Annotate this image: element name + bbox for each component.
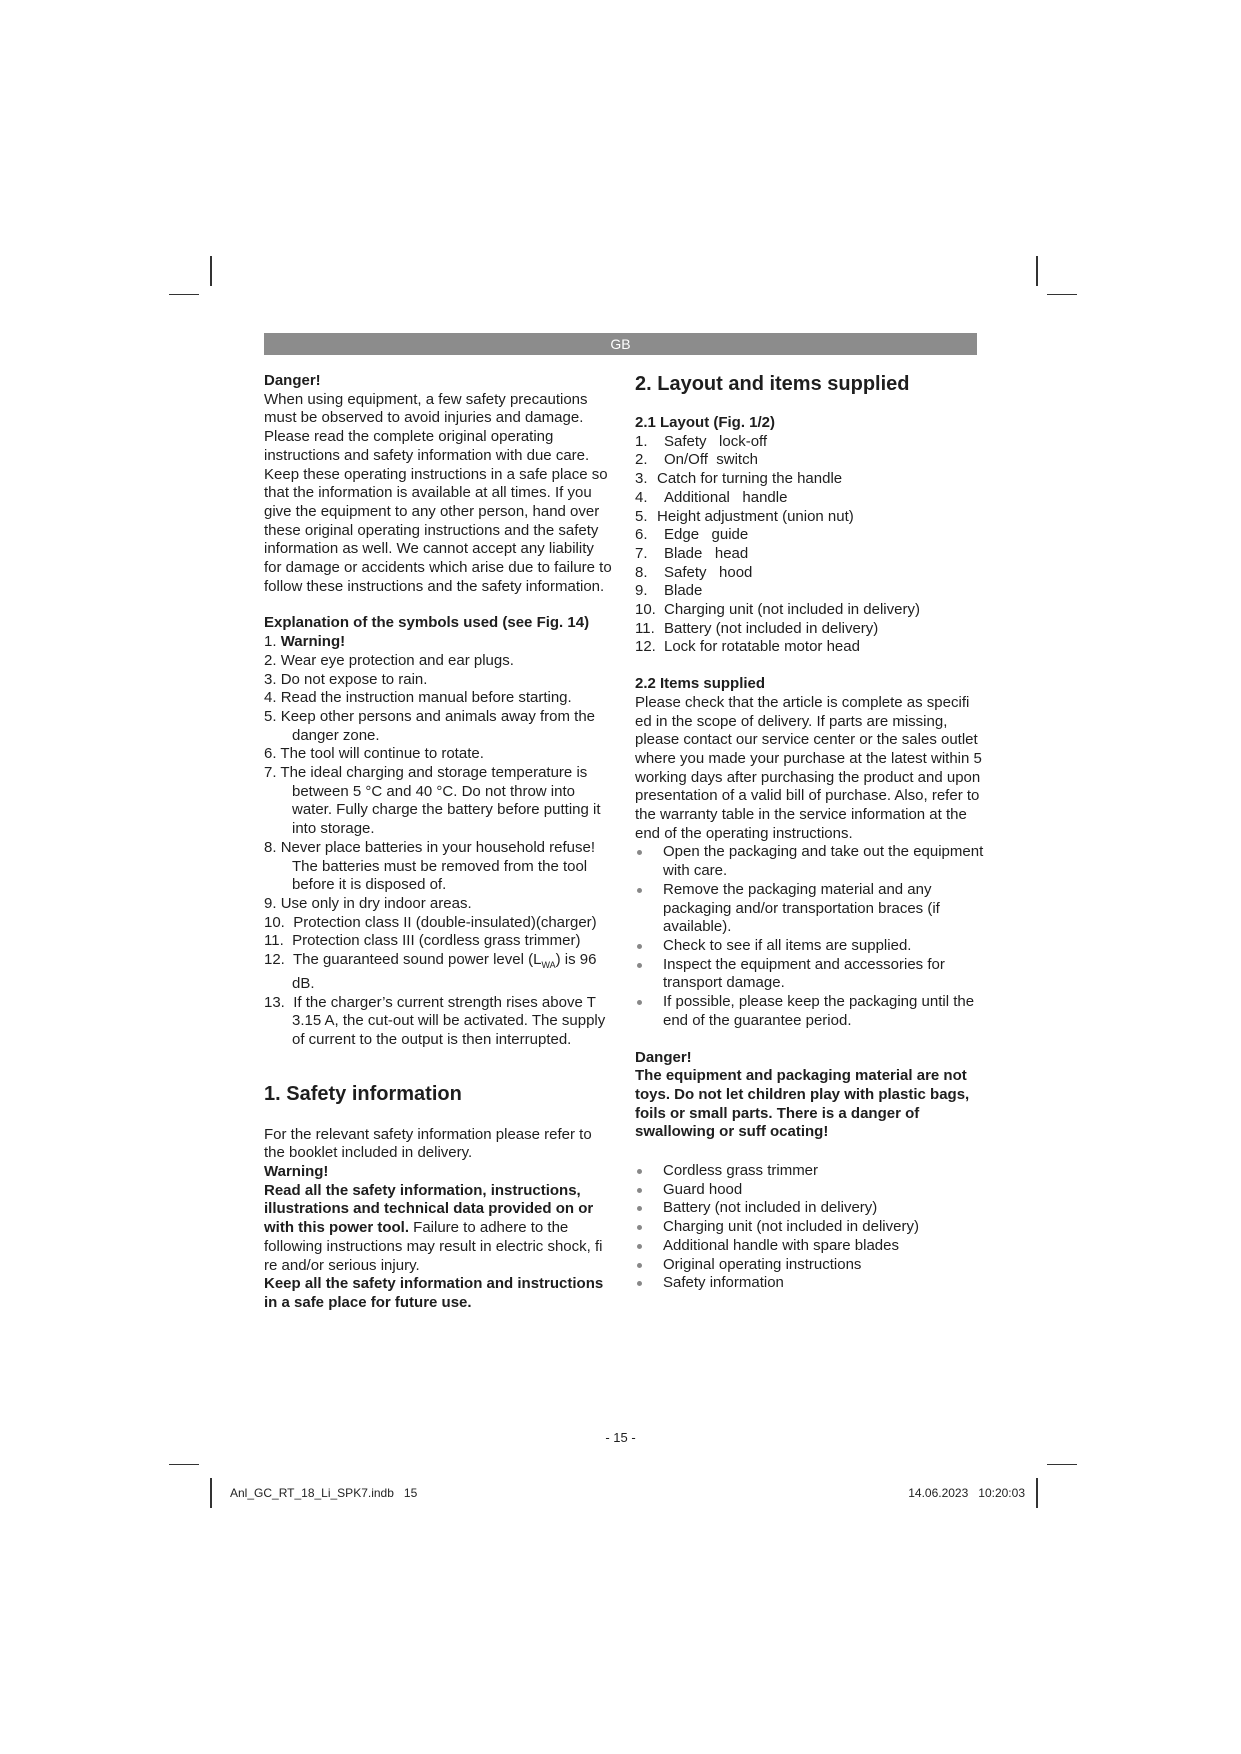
- list-item: 1. Safety lock-off: [635, 432, 768, 450]
- right-column: [635, 372, 985, 1293]
- list-item: If possible, please keep the packaging until the end of the guarantee period.: [635, 993, 985, 1030]
- list-item: Charging unit (not included in delivery): [635, 1218, 985, 1237]
- crop-mark: [169, 1464, 199, 1465]
- crop-mark: [1047, 294, 1077, 295]
- list-item: Inspect the equipment and accessories for transport damage.: [635, 956, 985, 993]
- danger-heading: Danger!: [264, 372, 321, 389]
- list-item: Open the packaging and take out the equipment with care.: [635, 843, 985, 880]
- crop-mark: [1036, 1478, 1038, 1508]
- list-item: Cordless grass trimmer: [635, 1162, 985, 1181]
- list-item: 13. If the charger’s current strength rises above T 3.15 A, the cut-out will be activated. The supply of current to the output is then interrupted.: [264, 993, 606, 1048]
- list-item: 1. Warning!: [264, 633, 346, 651]
- crop-mark: [210, 256, 212, 286]
- keep-text: Keep all the safety information and instructions in a safe place for future use.: [264, 1275, 604, 1311]
- list-item: 9. Use only in dry indoor areas.: [264, 894, 472, 912]
- danger-text-2: The equipment and packaging material are not toys. Do not let children play with plastic bags, foils or small parts. There is a danger of swallowing or suff ocating!: [635, 1067, 970, 1141]
- symbols-list: [264, 633, 614, 1049]
- crop-mark: [1047, 1464, 1077, 1465]
- list-item: Guard hood: [635, 1181, 985, 1200]
- warning-text: Read all the safety information, instructions, illustrations and technical data provided on or with this power tool. Failure to adhere to the following instructions may result in electric shock, fi re and/or serious injury.: [264, 1181, 603, 1274]
- crop-mark: [210, 1478, 212, 1508]
- symbols-heading: Explanation of the symbols used (see Fig. 14): [264, 614, 590, 632]
- list-item: 6. Edge guide: [635, 526, 749, 544]
- supplied-bullets: [635, 1162, 985, 1293]
- crop-mark: [169, 294, 199, 295]
- section-heading-safety: 1. Safety information: [264, 1082, 462, 1105]
- list-item: Safety information: [635, 1274, 985, 1293]
- list-item: Additional handle with spare blades: [635, 1237, 985, 1256]
- items-subheading: 2.2 Items supplied: [635, 675, 766, 693]
- list-item: 7. The ideal charging and storage temperature is between 5 °C and 40 °C. Do not throw into water. Fully charge the battery before putting it into storage.: [264, 764, 601, 838]
- list-item: Check to see if all items are supplied.: [635, 937, 985, 956]
- list-item: 5. Keep other persons and animals away from the danger zone.: [264, 707, 596, 744]
- list-item: Battery (not included in delivery): [635, 1199, 985, 1218]
- list-item: 11. Battery (not included in delivery): [635, 619, 879, 637]
- list-item: 9. Blade: [635, 582, 703, 600]
- layout-list: [635, 433, 985, 657]
- left-column: [264, 372, 614, 1313]
- list-item: 3. Do not expose to rain.: [264, 670, 428, 688]
- section-heading-layout: 2. Layout and items supplied: [635, 373, 910, 395]
- list-item: 8. Never place batteries in your household refuse! The batteries must be removed from the tool before it is disposed of.: [264, 838, 596, 894]
- list-item: 7. Blade head: [635, 544, 749, 562]
- items-text: Please check that the article is complete as specifi ed in the scope of delivery. If parts are missing, please contact our service center or the sales outlet where you made your purchase at the latest within 5 working days after purchasing the product and upon presentation of a valid bill of purchase. Also, refer to the warranty table in the service information at the end of the operating instructions.: [635, 693, 982, 842]
- footer-timestamp: 14.06.2023 10:20:03: [908, 1486, 1025, 1500]
- list-item: 8. Safety hood: [635, 563, 753, 581]
- crop-mark: [1036, 256, 1038, 286]
- list-item: 4. Additional handle: [635, 488, 788, 506]
- list-item: 12. The guaranteed sound power level $(L_{WA})$ is 96 dB.: [264, 951, 597, 992]
- page-number: - 15 -: [605, 1430, 636, 1445]
- footer-filename: Anl_GC_RT_18_Li_SPK7.indb 15: [230, 1486, 418, 1500]
- language-header-bar: GB: [264, 333, 977, 355]
- safety-intro: For the relevant safety information please refer to the booklet included in delivery.: [264, 1125, 592, 1162]
- list-item: 10. Charging unit (not included in delivery): [635, 601, 920, 619]
- warning-heading: Warning!: [264, 1163, 329, 1181]
- list-item: 4. Read the instruction manual before starting.: [264, 689, 572, 707]
- list-item: 11. Protection class III (cordless grass trimmer): [264, 932, 581, 950]
- list-item: 12. Lock for rotatable motor head: [635, 638, 860, 656]
- layout-subheading: 2.1 Layout (Fig. 1/2): [635, 414, 776, 431]
- list-item: 2. On/Off switch: [635, 451, 758, 469]
- danger-heading-2: Danger!: [635, 1048, 692, 1066]
- list-item: 10. Protection class II (double-insulated)(charger): [264, 913, 597, 931]
- check-bullets: [635, 843, 985, 1030]
- list-item: Remove the packaging material and any packaging and/or transportation braces (if available).: [635, 881, 985, 937]
- list-item: 5. Height adjustment (union nut): [635, 507, 854, 525]
- danger-text: When using equipment, a few safety precautions must be observed to avoid injuries and damage. Please read the complete original operating instructions and safety information with due care. Keep these operating instructions in a safe place so that the information is available at all times. If you give the equipment to any other person, hand over these original operating instructions and the safety information as well. We cannot accept any liability for damage or accidents which arise due to failure to follow these instructions and the safety information.: [264, 390, 612, 595]
- list-item: Original operating instructions: [635, 1256, 985, 1275]
- list-item: 6. The tool will continue to rotate.: [264, 745, 484, 763]
- list-item: 2. Wear eye protection and ear plugs.: [264, 651, 514, 669]
- list-item: 3. Catch for turning the handle: [635, 470, 843, 488]
